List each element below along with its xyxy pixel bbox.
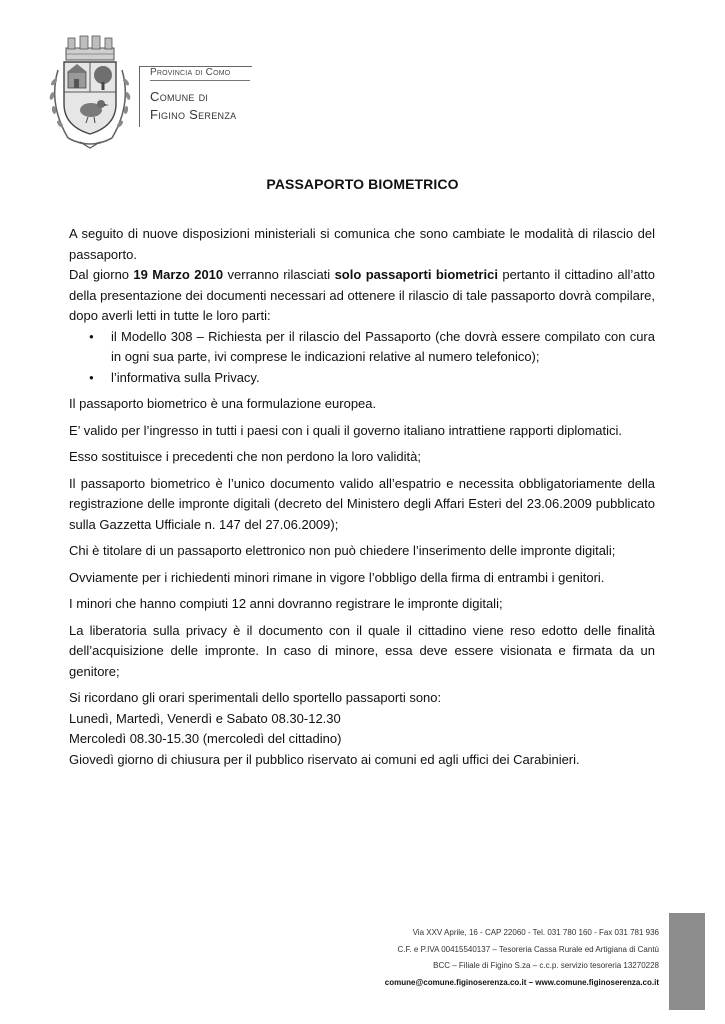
municipal-crest-icon — [44, 34, 136, 152]
schedule-line-1: Lunedì, Martedì, Venerdì e Sabato 08.30-12.30 — [69, 710, 341, 726]
header-divider — [150, 80, 250, 81]
schedule-intro: Si ricordano gli orari sperimentali dello sportello passaporti sono: — [69, 690, 442, 705]
footer-fiscal: C.F. e P.IVA 00415540137 – Tesoreria Cassa Rurale ed Artigiana di Cantù — [397, 944, 659, 954]
schedule-line-3: Giovedì giorno di chiusura per il pubblico riservato ai comuni ed agli uffici dei Carabinieri. — [69, 751, 580, 767]
intro-paragraph-2 — [69, 265, 655, 327]
schedule-block — [69, 688, 655, 770]
paragraph-electronic: Chi è titolare di un passaporto elettronico non può chiedere l’inserimento delle impronte digitali; — [69, 543, 616, 558]
header-comune-line1: Comune di — [150, 89, 209, 104]
header-comune-line2: Figino Serenza — [150, 107, 237, 122]
paragraph-minors-12: I minori che hanno compiuti 12 anni dovranno registrare le impronte digitali; — [69, 596, 503, 611]
intro-p2-bold: solo passaporti biometrici — [334, 267, 498, 282]
required-documents-list — [69, 327, 655, 389]
footer — [385, 925, 659, 991]
paragraph-fingerprints: Il passaporto biometrico è l’unico documento valido all’espatrio e necessita obbligatoriamente della registrazione delle impronte digitali (decreto del Ministero degli Affari Esteri del 23.06.2009 pubblicato sulla Gazzetta Ufficiale n. 147 del 27.06.2009); — [69, 475, 655, 532]
footer-contacts: comune@comune.figinoserenza.co.it – www.comune.figinoserenza.co.it — [384, 977, 659, 987]
header-provincia: Provincia di Como — [150, 67, 231, 78]
footer-address: Via XXV Aprile, 16 - CAP 22060 - Tel. 031 780 160 - Fax 031 781 936 — [412, 928, 659, 937]
paragraph-privacy: La liberatoria sulla privacy è il documento con il quale il cittadino viene reso edotto delle finalità dell’acquisizione delle impronte. In caso di minore, essa deve essere visionata e firmata da un genitore; — [69, 622, 655, 679]
intro-paragraph-1: A seguito di nuove disposizioni ministeriali si comunica che sono cambiate le modalità di rilascio del passaporto. — [69, 226, 655, 262]
intro-p2-c: pertanto il cittadino all’atto della presentazione dei documenti necessari ad ottenere il rilascio di tale passaporto dovrà compilare, dopo averli letti in tutte le loro parti: — [69, 267, 655, 323]
paragraph-replaces: Esso sostituisce i precedenti che non perdono la loro validità; — [69, 449, 421, 464]
intro-p2-b: verranno rilasciati — [223, 267, 335, 282]
footer-bank: BCC – Filiale di Figino S.za – c.c.p. servizio tesoreria 13270228 — [433, 961, 659, 970]
document-title: PASSAPORTO BIOMETRICO — [266, 176, 459, 192]
footer-gray-block — [669, 913, 705, 1010]
document-body — [69, 224, 655, 770]
paragraph-european: Il passaporto biometrico è una formulazione europea. — [69, 396, 377, 411]
schedule-line-2: Mercoledì 08.30-15.30 (mercoledì del cittadino) — [69, 731, 342, 746]
intro-p2-a: Dal giorno — [69, 267, 134, 282]
paragraph-validity: E’ valido per l’ingresso in tutti i paesi con i quali il governo italiano intrattiene rapporti diplomatici. — [69, 422, 623, 438]
intro-p2-date: 19 Marzo 2010 — [133, 267, 224, 282]
paragraph-minors-signature: Ovviamente per i richiedenti minori rimane in vigore l’obbligo della firma di entrambi i genitori. — [69, 569, 605, 585]
list-item: ● il Modello 308 – Richiesta per il rilascio del Passaporto (che dovrà essere compilato con cura in ogni sua parte, ivi comprese le indicazioni relative al numero telefonico); — [111, 327, 655, 368]
list-item: ● l’informativa sulla Privacy. — [111, 368, 655, 389]
